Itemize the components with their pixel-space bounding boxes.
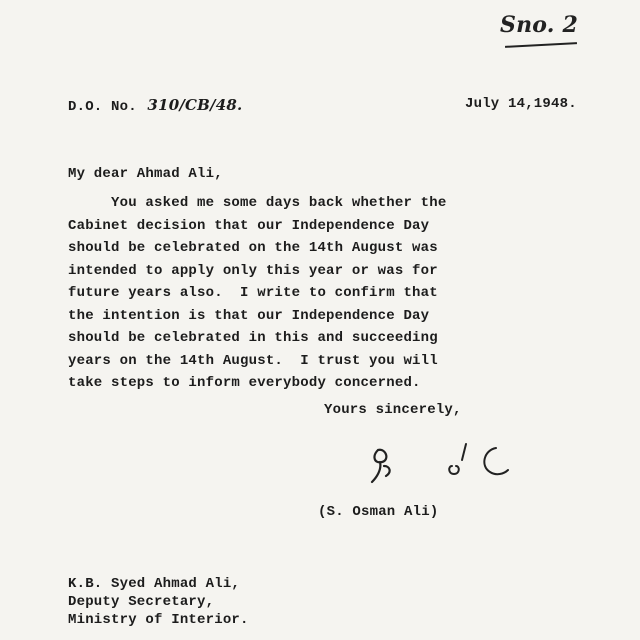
addressee-block — [68, 575, 249, 629]
reference-number — [68, 96, 242, 115]
closing: Yours sincerely, — [324, 402, 462, 418]
file-number-underline — [505, 42, 577, 48]
addressee-line: Ministry of Interior. — [68, 612, 249, 628]
letter-body — [68, 192, 446, 395]
handwritten-signature — [360, 436, 520, 486]
body-line: Cabinet decision that our Independence Day — [68, 217, 430, 234]
salutation: My dear Ahmad Ali, — [68, 166, 223, 182]
body-line: You asked me some days back whether the — [68, 195, 447, 211]
reference-prefix: D.O. No. — [68, 99, 137, 115]
body-line: years on the 14th August. I trust you will — [68, 352, 438, 369]
addressee-line: Deputy Secretary, — [68, 594, 215, 610]
handwritten-file-number: Sno. 2 — [500, 12, 578, 38]
letter-date: July 14,1948. — [465, 96, 577, 112]
body-line: should be celebrated in this and succeeding — [68, 330, 438, 346]
body-line: future years also. I write to confirm that — [68, 285, 438, 301]
signatory-name: (S. Osman Ali) — [318, 504, 439, 520]
body-line: the intention is that our Independence Day — [68, 307, 430, 324]
body-line: should be celebrated on the 14th August was — [68, 240, 438, 256]
addressee-line: K.B. Syed Ahmad Ali, — [68, 576, 241, 592]
body-line: intended to apply only this year or was for — [68, 262, 438, 279]
body-line: take steps to inform everybody concerned. — [68, 375, 421, 391]
reference-handwritten-number: 310/CB/48. — [147, 96, 243, 114]
